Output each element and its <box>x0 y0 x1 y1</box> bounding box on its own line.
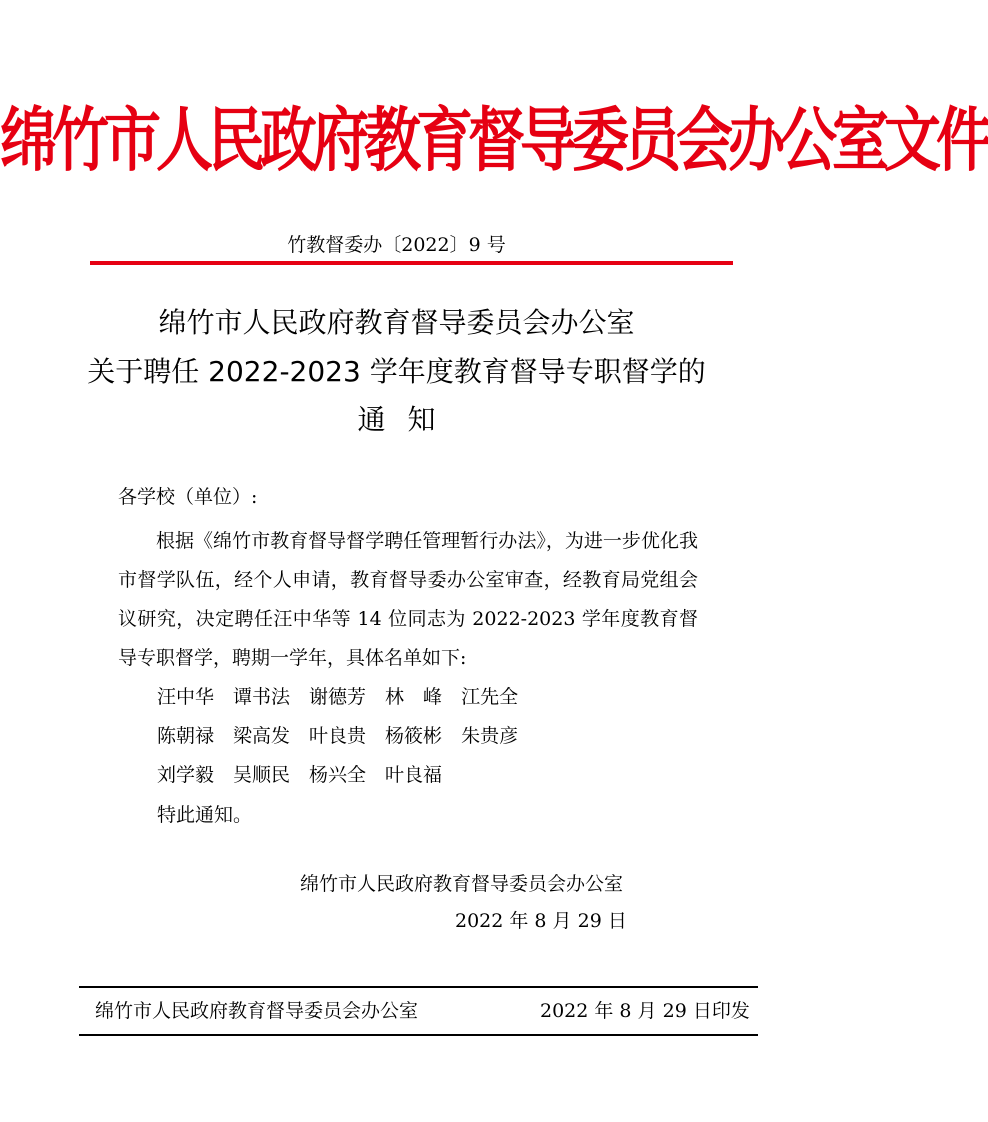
footer-rule-bottom <box>79 1034 758 1036</box>
names-row-2 <box>157 722 537 750</box>
person-name: 朱贵彦 <box>461 725 519 747</box>
header-title: 绵竹市人民政府教育督导委员会办公室文件 <box>0 100 988 182</box>
person-name: 叶良福 <box>385 764 443 786</box>
footer-rule-top <box>79 986 758 988</box>
footer-date: 2022 年 8 月 29 日印发 <box>540 1000 750 1022</box>
names-row-1 <box>157 683 537 711</box>
person-name: 江先全 <box>461 686 519 708</box>
closing-text: 特此通知。 <box>157 804 253 826</box>
signature-org: 绵竹市人民政府教育督导委员会办公室 <box>300 873 624 895</box>
person-name: 汪中华 <box>157 686 215 708</box>
notice-title-line3: 通知 <box>357 403 458 436</box>
person-name: 叶良贵 <box>309 725 367 747</box>
names-row-3 <box>157 761 461 789</box>
signature-date: 2022 年 8 月 29 日 <box>455 910 627 932</box>
footer-org: 绵竹市人民政府教育督导委员会办公室 <box>95 1000 419 1022</box>
person-name: 谭书法 <box>233 686 291 708</box>
document-number: 竹教督委办〔2022〕9 号 <box>287 234 506 256</box>
person-name: 吴顺民 <box>233 764 291 786</box>
person-name: 谢德芳 <box>309 686 367 708</box>
body-paragraph: 根据《绵竹市教育督导督学聘任管理暂行办法》，为进一步优化我市督学队伍，经个人申请，教育督导委办公室审查，经教育局党组会议研究，决定聘任汪中华等 14 位同志为 2022-2023 学年度教育督导专职督学，聘期一学年，具体名单如下: <box>118 530 698 669</box>
person-name: 陈朝禄 <box>157 725 215 747</box>
addressee: 各学校（单位）: <box>118 486 258 508</box>
red-divider <box>90 261 733 265</box>
notice-title-line1: 绵竹市人民政府教育督导委员会办公室 <box>158 306 635 339</box>
person-name: 杨筱彬 <box>385 725 443 747</box>
person-name: 梁高发 <box>233 725 291 747</box>
person-name: 林 峰 <box>385 686 443 708</box>
notice-title-line2: 关于聘任 2022-2023 学年度教育督导专职督学的 <box>87 355 706 388</box>
person-name: 杨兴全 <box>309 764 367 786</box>
person-name: 刘学毅 <box>157 764 215 786</box>
